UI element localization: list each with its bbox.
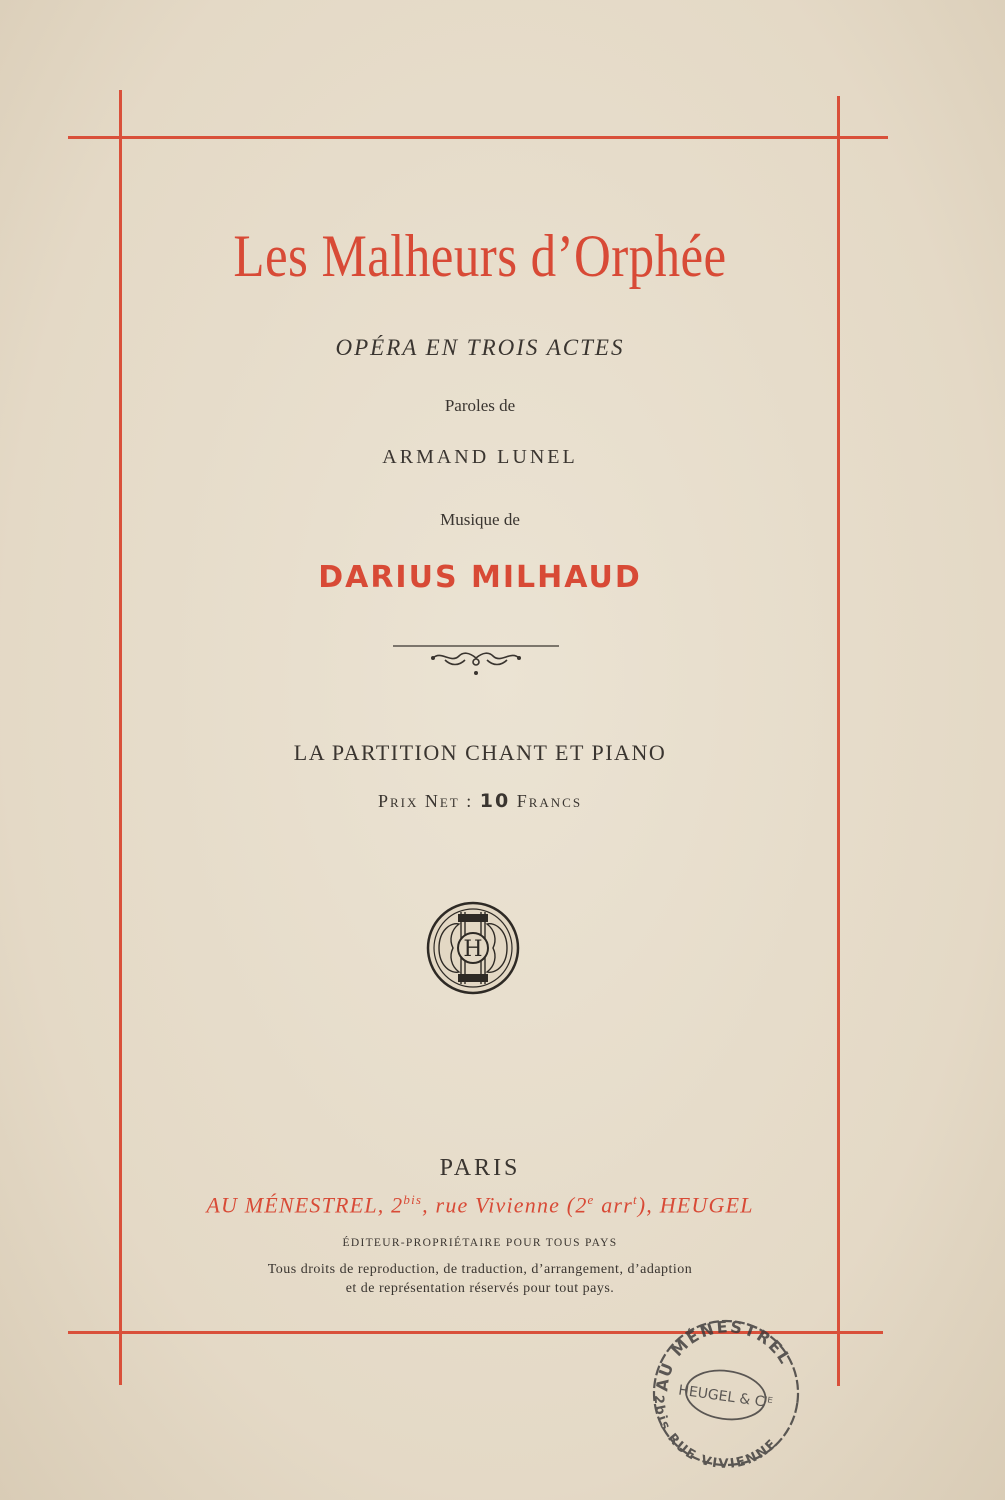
price-value: 10 (479, 790, 511, 812)
publisher-name: AU MÉNESTREL, (206, 1192, 385, 1218)
price-label: Prix Net : (377, 791, 474, 811)
city-label: PARIS (439, 1155, 521, 1181)
fleuron-divider-icon (393, 640, 559, 680)
publisher-number-sup: bis (403, 1192, 423, 1207)
stamp-top-text: AU MÉNESTREL (652, 1317, 796, 1393)
lyricist-name: ARMAND LUNEL (382, 446, 578, 468)
publisher-arr-sup1: e (587, 1192, 595, 1207)
rights-notice (120, 1260, 840, 1298)
stamp-bottom-text: 2bis RUE VIVIENNE (650, 1394, 781, 1472)
lyrics-by-label: Paroles de (444, 396, 516, 415)
publisher-arr-sup2: t (632, 1192, 638, 1207)
composer-name: DARIUS MILHAUD (318, 560, 642, 595)
publisher-number: 2 (391, 1192, 404, 1218)
rights-line-1: Tous droits de reproduction, de traduction, d’arrangement, d’adaption (267, 1262, 693, 1277)
rights-line-2: et de représentation réservés pour tout pays. (345, 1281, 615, 1296)
publisher-arr: arr (594, 1192, 633, 1218)
publisher-street: , rue Vivienne (2 (422, 1192, 588, 1218)
frame-rule-left (119, 90, 122, 1385)
page-subtitle: OPÉRA EN TROIS ACTES (335, 335, 625, 360)
edition-label: LA PARTITION CHANT ET PIANO (293, 740, 667, 765)
price-currency: Francs (516, 791, 583, 811)
frame-rule-top (68, 136, 888, 139)
publisher-line (120, 1192, 840, 1218)
publisher-stamp-icon (638, 1305, 813, 1480)
page-title: Les Malheurs d’Orphée (233, 223, 727, 289)
price-line (120, 790, 840, 812)
editor-note: ÉDITEUR-PROPRIÉTAIRE POUR TOUS PAYS (342, 1237, 618, 1249)
stamp-inner-text: HEUGEL & Cᴵᴱ (677, 1382, 774, 1412)
svg-text:H: H (463, 937, 483, 962)
music-by-label: Musique de (440, 510, 520, 529)
heugel-monogram-icon (425, 900, 521, 996)
publisher-house: ), HEUGEL (637, 1192, 754, 1218)
